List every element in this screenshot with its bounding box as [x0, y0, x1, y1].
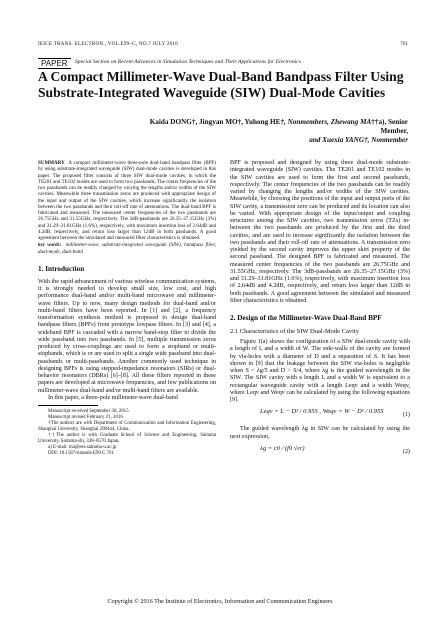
- keywords-text: millimeter-wave, substrate-integrated waveguide (SIW), bandpass filter, dual-mode, dual-band: [38, 242, 216, 255]
- paper-title: A Compact Millimeter-Wave Dual-Band Bandpass Filter Using Substrate-Integrated Waveguide (SIW) Dual-Mode Cavities: [38, 69, 404, 100]
- author-list: [128, 118, 408, 145]
- section-1-heading: 1. Introduction: [38, 264, 85, 273]
- footnote-4: ††The author is with Graduate School of Science and Engineering, Saitama University, Saitama-shi, 338–8570 Japan.: [38, 433, 216, 445]
- footnote-doi[interactable]: DOI: 10.1587/transele.E99.C.761: [48, 451, 114, 457]
- author-5: and Xuexia YANG: [309, 136, 365, 144]
- right-paragraph-2: Figure 1(a) shows the configuration of a SIW dual-mode cavity with a length of L and a width of W. The side-walls of the cavity are formed by via-holes with a diameter of D and a separation of S. It has been shown in [9] that the leakage between the SIW via-holes is negligible when S < λg/5 and D > S/4, where λg is the guided wavelength in the SIW. The SIW cavity with a length L and a width W is equivalent to a rectangular waveguide cavity with a length Leqv and a width Weqv, where Leqv and Weqv can be calculated by using the following equations [9].: [230, 339, 410, 403]
- intro-paragraph-2: In this paper, a three-pole millimeter-wave dual-band: [48, 394, 178, 401]
- summary-text: A compact millimeter-wave three-pole dual-band bandpass filter (BPF) by using substrate-integrated waveguide (SIW) dual-mode cavities is developed in this paper. The proposed filter consists of three SIW dual-mode cavities, in which the TE201 and TE102 modes are used to form two passbands. The center frequencies of the two passbands can be readily changed by varying the lengths and/or widths of the SIW cavities. Meanwhile three transmission zeros are produced with appropriate design of the input and output of the SIW cavities, which increase significantly the isolation between the two passbands and their roll-off rate of attenuations. The dual-band BPF is fabricated and measured. The measured center frequencies of the two passbands are 26.75GHz and 31.55GHz, respectively. The 3dB-passbands are 26.35–27.15GHz (3%) and 31.29–31.81GHz (1.6%), respectively, with maximum insertion loss of 2.64dB and 4.2dB, respectively, and return loss larger than 12dB in both passbands. A good agreement between the simulated and measured filter characteristics is obtained.: [38, 160, 216, 241]
- journal-header: IEICE TRANS. ELECTRON., VOL.E99–C, NO.7 JULY 2016: [38, 41, 179, 47]
- copyright-footer: Copyright © 2016 The Institute of Electronics, Information and Communication Engineers: [107, 598, 333, 605]
- author-2: †, Jingyan MO: [191, 118, 238, 126]
- author-3: †, Yuhong HE: [237, 118, 281, 126]
- section-2-heading: 2. Design of the Millimeter-Wave Dual-Band BPF: [230, 314, 382, 322]
- footnote-email[interactable]: a) E-mail: ma@ees.saitama-u.ac.jp: [48, 445, 117, 451]
- right-paragraph-1: BPF is proposed and designed by using three dual-mode substrate-integrated waveguide (SIW) cavities. The TE201 and TE102 modes in the SIW cavities are used to form the first and second passbands, respectively. The center frequencies of the two passbands can be readily varied by changing the lengths and/or widths of the SIW cavities. Meanwhile, by choosing the positions of the input and output ports of the SIW cavity, a transmission zero can be produced and its location can also be varied. With appropriate design of the input/output and coupling structures among the SIW cavities, two transmission zeros (TZs) in-between the two passbands are produced by the first and the third cavities, and are used to increase significantly the isolation between the two passbands and their roll-off rate of attenuations. A transmission zero yielded by the second cavity improves the upper skirt property of the second passband. The designed BPF is fabricated and measured. The measured center frequencies of the two passbands are 26.75GHz and 31.55GHz, respectively. The 3dB-passbands are 26.35–27.15GHz (3%) and 31.29–31.81GHz (1.6%), respectively, with maximum insertion loss of 2.64dB and 4.2dB, respectively, and return loss larger than 12dB in both passbands. A good agreement between the simulated and measured filter characteristics is obtained.: [230, 160, 410, 304]
- section-2-1-heading: 2.1 Characteristics of the SIW Dual-Mode Cavity: [230, 328, 359, 335]
- equation-1-body: Leqv = L − D² / 0.95S , Weqv = W − D² / 0.95S: [260, 408, 384, 416]
- equation-2-number: (2): [402, 447, 410, 455]
- right-column: [230, 160, 410, 463]
- abstract: [38, 160, 216, 241]
- left-column: [38, 160, 216, 457]
- keywords-label: key words:: [38, 242, 62, 249]
- footnote-2: Manuscript revised February 21, 2016.: [48, 415, 125, 421]
- summary-label: SUMMARY: [38, 160, 65, 166]
- author-affil-1: †, Nonmembers, Zhewang MA: [280, 118, 372, 126]
- page-number: 761: [400, 41, 408, 47]
- footnote-rule: [38, 405, 98, 406]
- equation-1-number: (1): [402, 411, 410, 419]
- author-1: Kaida DONG: [149, 118, 192, 126]
- footnote-3: †The authors are with Department of Communication and Information Engineering, Shanghai University, Shanghai 200444, China.: [38, 421, 216, 433]
- equation-2: [260, 445, 410, 459]
- footnote-1: Manuscript received September 30, 2015.: [48, 409, 130, 415]
- right-paragraph-3: The guided wavelength λg in SIW can be calculated by using the next expression,: [230, 426, 410, 440]
- intro-paragraph: With the rapid advancement of various wireless communication systems, it is strongly needed to develop small size, low cost, and high performance dual-band and/or multi-band microwave and millimeter-wave filters. Up to now, many design methods for dual-band and/or multi-band filters have been reported. In [1] and [2], a frequency transformation synthesis method is proposed to design dual-band bandpass filters (BPFs) from prototype lowpass filters. In [3] and [4], a wideband BPF is cascaded with a narrow band-stop filter to divide the wide passband into two passbands. In [5], multiple transmission zeros produced by cross-couplings are used to form a stopband or multi-stopbands, which is or are used to split a single wide passband into dual-passbands or multi-passbands. Another commonly used technique in designing BPFs is using stepped-impedance resonators (SIRs) or dual-behavior resonators (DBRs) [6]–[8]. All these filters reported in these papers are developed at microwave frequencies, and few publications on millimeter-wave dual-band and/or multi-band filters are available.: [38, 278, 216, 394]
- equation-1: [260, 408, 410, 422]
- keywords: [38, 242, 216, 255]
- author-4: ††a), Senior Member,: [371, 118, 408, 135]
- special-section-line: Special Section on Recent Advances in Simulation Techniques and Their Applications for Electronics: [75, 59, 301, 65]
- author-affil-2: †, Nonmember: [364, 136, 408, 144]
- paper-section-tag: PAPER: [38, 58, 71, 69]
- equation-2-body: λg = c0 / (f0 √εr): [260, 444, 305, 452]
